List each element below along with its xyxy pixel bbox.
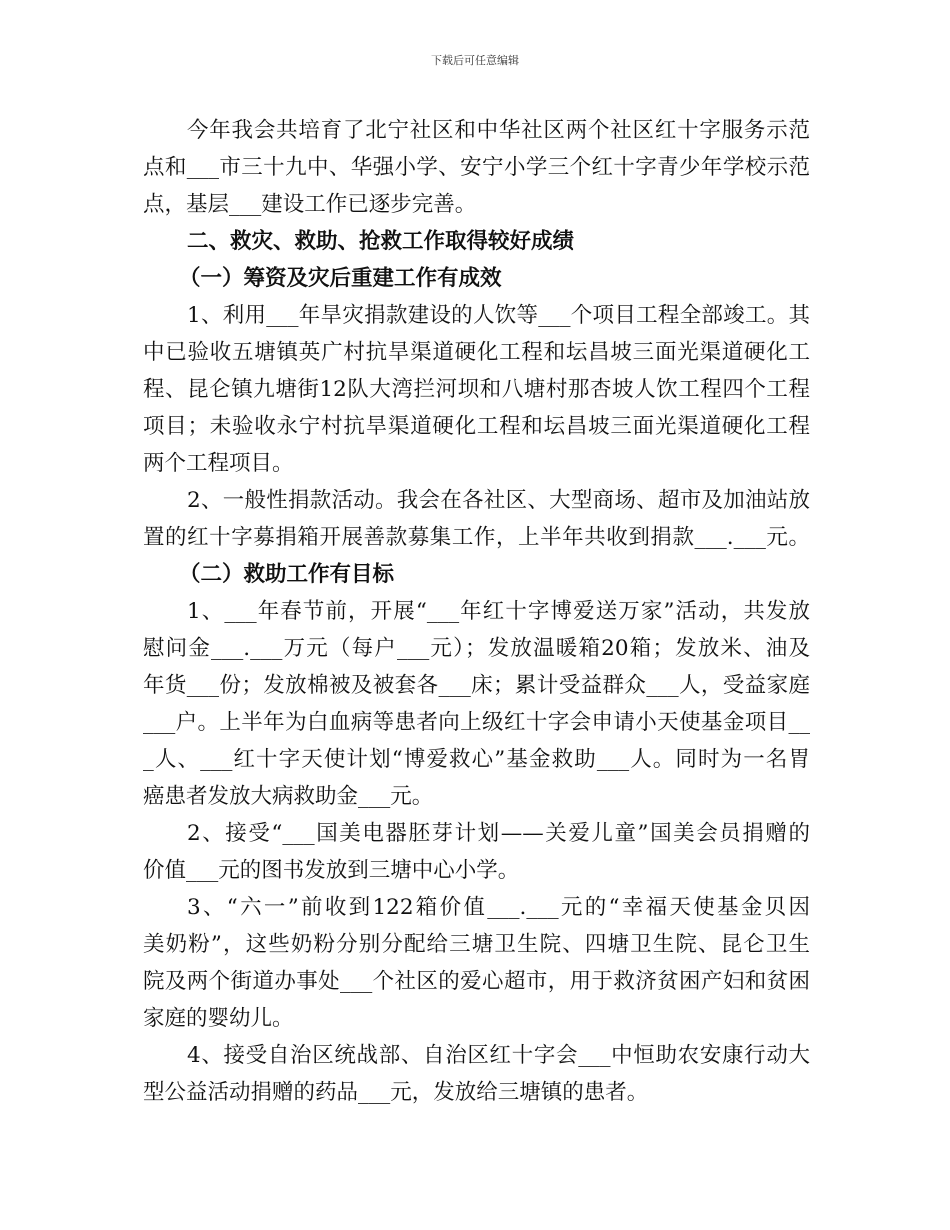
paragraph: [143, 593, 810, 815]
body-text-line: 2、接受“___国美电器胚芽计划——关爱儿童”国美会员捐赠的: [187, 821, 810, 846]
document-body: [143, 112, 810, 1111]
subsection-heading-text: （二）救助工作有目标: [179, 562, 395, 587]
paragraph: [143, 889, 810, 1037]
body-text-line: 家庭的婴幼儿。: [143, 1006, 294, 1031]
section-heading: [143, 223, 810, 260]
paragraph: [143, 815, 810, 889]
paragraph: [143, 482, 810, 556]
page-header-note: 下载后可任意编辑: [431, 54, 519, 67]
body-text-line: 慰问金___.___万元（每户___元）；发放温暖箱20箱；发放米、油及: [143, 636, 810, 661]
body-text-line: 置的红十字募捐箱开展善款募集工作，上半年共收到捐款___.___元。: [143, 525, 810, 550]
body-text-line: 院及两个街道办事处___个社区的爱心超市，用于救济贫困产妇和贫困: [143, 969, 810, 994]
subsection-heading-text: （一）筹资及灾后重建工作有成效: [179, 266, 502, 291]
body-text-line: 年货___份；发放棉被及被套各___床；累计受益群众___人，受益家庭: [143, 673, 810, 698]
subsection-heading: [143, 260, 810, 297]
body-text-line: 型公益活动捐赠的药品___元，发放给三塘镇的患者。: [143, 1080, 649, 1105]
body-text-line: 价值___元的图书发放到三塘中心小学。: [143, 858, 520, 883]
body-text-line: 点，基层___建设工作已逐步完善。: [143, 192, 477, 217]
body-text-line: 中已验收五塘镇英广村抗旱渠道硬化工程和坛昌坡三面光渠道硬化工: [143, 340, 810, 365]
body-text-line: 癌患者发放大病救助金___元。: [143, 784, 434, 809]
body-text-line: 两个工程项目。: [143, 451, 294, 476]
body-text-line: 今年我会共培育了北宁社区和中华社区两个社区红十字服务示范: [187, 118, 810, 143]
section-heading-text: 二、救灾、救助、抢救工作取得较好成绩: [187, 229, 575, 254]
body-text-line: 点和___市三十九中、华强小学、安宁小学三个红十字青少年学校示范: [143, 155, 810, 180]
body-text-line: 4、接受自治区统战部、自治区红十字会___中恒助农安康行动大: [187, 1043, 810, 1068]
subsection-heading: [143, 556, 810, 593]
paragraph: [143, 297, 810, 482]
body-text-line: 程、昆仑镇九塘街12队大湾拦河坝和八塘村那杏坡人饮工程四个工程: [143, 377, 810, 402]
body-text-line: 项目；未验收永宁村抗旱渠道硬化工程和坛昌坡三面光渠道硬化工程: [143, 414, 810, 439]
paragraph: [143, 1037, 810, 1111]
paragraph: [143, 112, 810, 223]
body-text-line: 1、利用___年旱灾捐款建设的人饮等___个项目工程全部竣工。其: [187, 303, 810, 328]
body-text-line: 2、一般性捐款活动。我会在各社区、大型商场、超市及加油站放: [187, 488, 810, 513]
body-text-line: _人、___红十字天使计划“博爱救心”基金救助___人。同时为一名胃: [143, 747, 810, 772]
body-text-line: ___户。上半年为白血病等患者向上级红十字会申请小天使基金项目__: [143, 710, 810, 735]
body-text-line: 3、“六一”前收到122箱价值___.___元的“幸福天使基金贝因: [187, 895, 810, 920]
body-text-line: 1、___年春节前，开展“___年红十字博爱送万家”活动，共发放: [187, 599, 810, 624]
body-text-line: 美奶粉”，这些奶粉分别分配给三塘卫生院、四塘卫生院、昆仑卫生: [143, 932, 810, 957]
